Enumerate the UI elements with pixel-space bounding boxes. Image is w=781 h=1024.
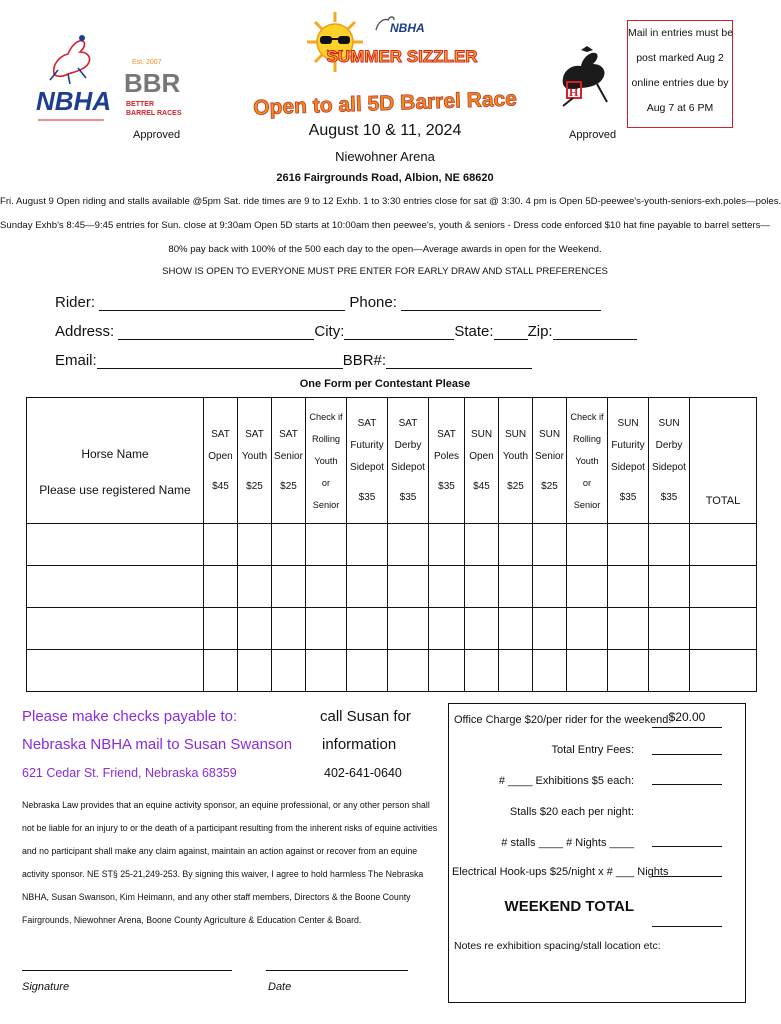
entry-table [26,397,757,692]
mailing-address: 621 Cedar St. Friend, Nebraska 68359 [22,766,237,780]
checks-payable-label: Please make checks payable to: [22,708,238,725]
date-line[interactable] [266,970,408,971]
address-label: Address: [55,323,115,340]
summer-sizzler-title [326,40,478,70]
column-header-text: SUN [538,428,561,440]
column-header [238,398,272,524]
column-header-text: $25 [507,480,524,492]
entry-cell[interactable] [347,524,388,566]
column-header [306,398,347,524]
payable-to-name: Nebraska NBHA mail to Susan Swanson [22,736,293,753]
entry-cell[interactable] [204,650,238,692]
column-header-text: SUN [658,417,680,429]
entry-cell[interactable] [567,650,608,692]
entry-cell[interactable] [649,524,690,566]
svg-text:H: H [569,85,579,99]
column-header-text: Derby [394,439,422,451]
svg-text:BETTER: BETTER [126,101,154,108]
email-field[interactable] [97,352,343,369]
zip-field[interactable] [553,323,637,340]
column-header [388,398,429,524]
email-label: Email: [55,352,97,369]
cowgirl-logo [553,44,615,108]
column-header [567,398,608,524]
electrical-label: Electrical Hook-ups $25/night x # ___ Nights [452,866,669,878]
nbha-logo [34,30,112,130]
entry-cell[interactable] [347,650,388,692]
entry-cell[interactable] [272,650,306,692]
column-header-text: Youth [502,450,529,462]
one-form-notice: One Form per Contestant Please [299,378,471,390]
column-header-text: Sidepot [611,461,645,473]
weekend-total-field[interactable] [652,926,722,927]
column-header [499,398,533,524]
column-header [533,398,567,524]
column-header-text: Sidepot [391,461,425,473]
horse-name-label: Horse Name [81,446,149,461]
date-label: Date [268,981,292,993]
svg-text:BARREL RACES: BARREL RACES [126,110,182,117]
entry-cell[interactable] [608,524,649,566]
column-header-text: Open [469,450,494,462]
entry-cell[interactable] [429,608,465,650]
column-header-text: or [321,477,331,488]
column-header-text: $35 [358,491,376,503]
entry-cell[interactable] [238,608,272,650]
total-header-label: TOTAL [705,494,741,507]
registered-name-label: Please use registered Name [39,482,191,497]
entry-cell[interactable] [272,608,306,650]
open-to-all-banner [252,82,518,120]
column-header-text: $45 [212,480,229,492]
column-header-text: $35 [619,491,637,503]
entry-cell[interactable] [649,566,690,608]
horse-name-cell[interactable] [27,650,204,692]
table-header-row [27,398,757,524]
entry-cell[interactable] [608,566,649,608]
entry-cell[interactable] [204,566,238,608]
column-header-text: SAT [211,428,230,440]
entry-cell[interactable] [465,524,499,566]
column-header [649,398,690,524]
entry-cell[interactable] [429,524,465,566]
call-info-line: call Susan for [320,708,411,725]
stalls-field[interactable] [652,846,722,847]
entry-cell[interactable] [429,650,465,692]
entry-cell[interactable] [465,650,499,692]
column-header-text: SUN [504,428,527,440]
electrical-field[interactable] [652,876,722,877]
column-header-text: SAT [357,417,377,429]
svg-text:NBHA: NBHA [390,21,425,35]
column-header-text: Youth [314,455,338,466]
approved-left-label: Approved [133,129,181,141]
entry-cell[interactable] [533,566,567,608]
entry-cell[interactable] [272,566,306,608]
stalls-per-night-label: Stalls $20 each per night: [509,806,634,818]
column-header-text: Rolling [572,433,602,444]
column-header-text: $25 [280,480,297,492]
column-header-text: SUN [470,428,493,440]
column-header-text: Futurity [350,439,384,451]
total-cell[interactable] [690,566,757,608]
entry-cell[interactable] [649,608,690,650]
city-label: City: [314,323,345,340]
column-header-text: $35 [399,491,417,503]
entry-cell[interactable] [533,524,567,566]
column-header-text: or [582,477,592,488]
phone-field[interactable] [401,294,601,311]
column-header-text: SAT [398,417,418,429]
entry-cell[interactable] [347,608,388,650]
entry-cell[interactable] [465,608,499,650]
office-charge-value: $20.00 [668,710,706,724]
total-entry-field[interactable] [652,754,722,755]
svg-text:Est. 2007: Est. 2007 [132,59,162,66]
column-header-text: Senior [573,499,601,510]
exhibitions-label: # ____ Exhibitions $5 each: [498,775,634,787]
exhibitions-field[interactable] [652,784,722,785]
column-header-text: Youth [575,455,599,466]
bbr-field[interactable] [386,352,532,369]
horse-name-cell[interactable] [27,608,204,650]
stalls-count-label: # stalls ____ # Nights ____ [501,837,634,849]
entry-cell[interactable] [388,566,429,608]
signature-line[interactable] [22,970,232,971]
entry-cell[interactable] [499,524,533,566]
column-header [204,398,238,524]
entry-cell[interactable] [608,608,649,650]
rider-field[interactable] [99,294,345,311]
total-column-header [690,398,757,524]
entry-cell[interactable] [388,608,429,650]
schedule-info-line: Fri. August 9 Open riding and stalls available @5pm Sat. ride times are 9 to 12 Exhb. 1 to 3:30 entries close for sat @ 3:30. 4 pm is Open 5D-peewee's-youth-seniors-exh.poles—poles. [0,196,781,207]
column-header-text: Senior [274,450,303,462]
entry-cell[interactable] [533,608,567,650]
svg-text:Open to all 5D Barrel Race: Open to all 5D Barrel Race [252,87,518,120]
total-entry-label: Total Entry Fees: [551,744,634,756]
rider-row [55,294,601,311]
horse-name-header [27,398,204,524]
column-header [272,398,306,524]
entry-cell[interactable] [533,650,567,692]
column-header-text: Youth [241,450,268,462]
column-header-text: Senior [312,499,340,510]
column-header-text: Check if [309,411,343,422]
office-charge-label: Office Charge $20/per rider for the weekend: [454,714,672,726]
column-header-text: $35 [438,480,455,492]
total-cell[interactable] [690,650,757,692]
weekend-total-label: WEEKEND TOTAL [504,898,634,915]
entry-cell[interactable] [465,566,499,608]
entry-cell[interactable] [238,524,272,566]
payback-info-line: 80% pay back with 100% of the 500 each day to the open—Average awards in open for the Weekend. [168,244,602,255]
contact-phone: 402-641-0640 [324,766,402,780]
mail-notice-line: post marked Aug 2 [636,52,724,64]
entry-cell[interactable] [429,566,465,608]
nbha-small-logo [370,12,430,40]
column-header [429,398,465,524]
entry-cell[interactable] [347,566,388,608]
table-row [27,650,757,692]
rider-label: Rider: [55,294,96,311]
entry-cell[interactable] [567,566,608,608]
column-header [347,398,388,524]
pre-enter-notice: SHOW IS OPEN TO EVERYONE MUST PRE ENTER FOR EARLY DRAW AND STALL PREFERENCES [162,266,608,277]
column-header-text: $25 [246,480,263,492]
column-header-text: $45 [473,480,490,492]
column-header-text: Open [208,450,233,462]
signature-label: Signature [22,981,70,993]
total-cell[interactable] [690,608,757,650]
table-row [27,566,757,608]
entry-cell[interactable] [272,524,306,566]
entry-cell[interactable] [306,566,347,608]
entry-cell[interactable] [306,608,347,650]
column-header-text: SAT [279,428,298,440]
liability-waiver-text: Nebraska Law provides that an equine activity sponsor, an equine professional, or any other person shall not be liable for an injury to or the death of a participant resulting from the inherent risks of equine activities and no participant shall make any claim against, maintain an action against or recover from an equine activity sponsor. NE ST§ 25-21,249-253. By signing this waiver, I agree to hold harmless The Nebraska NBHA, Susan Swanson, Kim Heimann, and any other staff members, Directors & the Boone County Fairgrounds, Niewohner Arena, Boone County Agriculture & Education Center & Board. [22,800,438,925]
entry-cell[interactable] [499,608,533,650]
horse-name-cell[interactable] [27,566,204,608]
zip-label: Zip: [527,323,553,340]
city-field[interactable] [344,323,454,340]
svg-text:SUMMER SIZZLER: SUMMER SIZZLER [326,47,478,66]
address-row [55,323,637,340]
mail-in-notice [627,20,733,128]
approved-right-label: Approved [569,129,617,141]
horse-name-cell[interactable] [27,524,204,566]
column-header-text: Sidepot [652,461,686,473]
column-header [608,398,649,524]
bbr-logo [122,54,182,124]
nbha-logo-text: NBHA [36,86,112,116]
column-header-text: $25 [541,480,558,492]
svg-text:BBR: BBR [124,68,181,98]
entry-cell[interactable] [608,650,649,692]
state-label: State: [454,323,494,340]
bbr-label: BBR#: [342,352,387,369]
entry-cell[interactable] [499,650,533,692]
mail-notice-line: Aug 7 at 6 PM [646,102,714,114]
column-header-text: Futurity [611,439,645,451]
entry-cell[interactable] [238,566,272,608]
column-header [465,398,499,524]
column-header-text: Sidepot [350,461,384,473]
column-header-text: SAT [245,428,264,440]
column-header-text: Check if [570,411,604,422]
arena-address: 2616 Fairgrounds Road, Albion, NE 68620 [276,172,494,184]
column-header-text: Derby [655,439,683,451]
state-field[interactable] [494,323,528,340]
table-row [27,524,757,566]
call-info-line: information [322,736,397,753]
mail-notice-line: Mail in entries must be [628,27,734,39]
address-field[interactable] [118,323,314,340]
email-row [55,352,532,369]
column-header-text: Poles [433,450,459,462]
entry-cell[interactable] [567,608,608,650]
notes-label: Notes re exhibition spacing/stall location etc: [454,940,661,952]
mail-notice-line: online entries due by [631,77,729,89]
column-header-text: SAT [437,428,456,440]
entry-cell[interactable] [306,650,347,692]
table-row [27,608,757,650]
column-header-text: Rolling [311,433,341,444]
column-header-text: $35 [660,491,678,503]
entry-cell[interactable] [649,650,690,692]
event-date: August 10 & 11, 2024 [308,122,462,139]
entry-cell[interactable] [306,524,347,566]
column-header-text: SUN [617,417,639,429]
entry-cell[interactable] [204,608,238,650]
entry-cell[interactable] [388,524,429,566]
column-header-text: Senior [535,450,564,462]
total-cell[interactable] [690,524,757,566]
entry-cell[interactable] [238,650,272,692]
entry-cell[interactable] [499,566,533,608]
entry-cell[interactable] [567,524,608,566]
entry-cell[interactable] [204,524,238,566]
phone-label: Phone: [349,294,397,311]
entry-cell[interactable] [388,650,429,692]
office-charge-line [652,727,722,728]
arena-name: Niewohner Arena [335,149,435,164]
schedule-info-line: Sunday Exhb's 8:45—9:45 entries for Sun. close at 9:30am Open 5D starts at 10:00am then peewee's, youth & seniors - Dress code enforced $10 hat fine payable to barrel setters— [0,220,771,231]
